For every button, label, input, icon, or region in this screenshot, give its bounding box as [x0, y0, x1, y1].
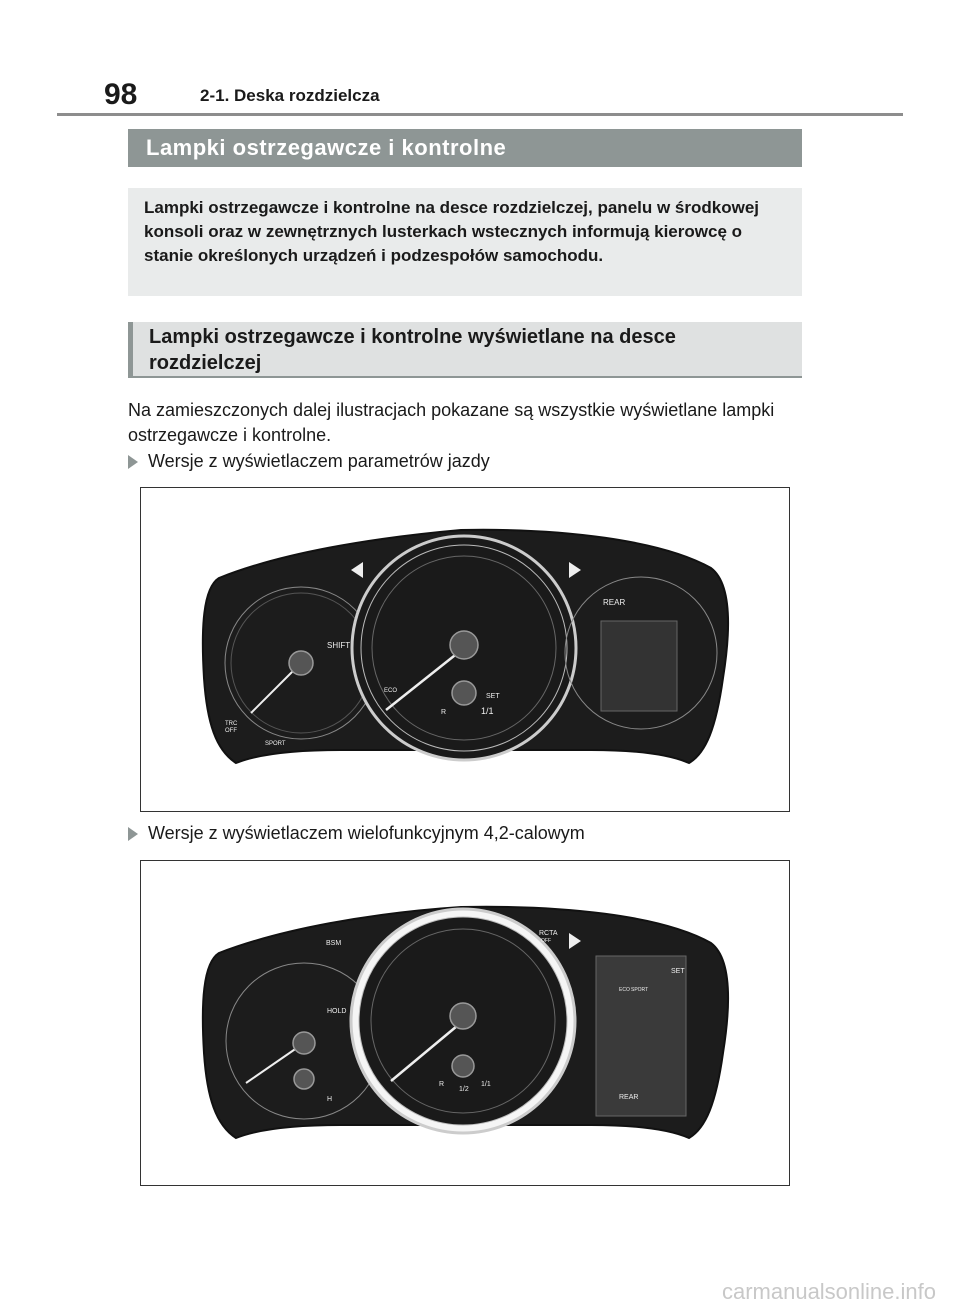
- label-eco: ECO: [619, 987, 630, 993]
- figure-dashboard-2: [140, 860, 790, 1186]
- label-bsm: BSM: [326, 940, 342, 947]
- label-rcta: RCTA: [539, 930, 558, 937]
- bullet-text: Wersje z wyświetlaczem parametrów jazdy: [148, 451, 490, 471]
- label-trc: TRC: [225, 721, 238, 727]
- figure-dashboard-1: [140, 487, 790, 812]
- section-heading: Lampki ostrzegawcze i kontrolne: [128, 129, 802, 167]
- label-r: R: [439, 1081, 445, 1088]
- dashboard-illustration-2: [141, 861, 788, 1184]
- bullet-item: [128, 823, 585, 844]
- label-eco: ECO: [384, 688, 398, 694]
- label-half: 1/2: [459, 1086, 469, 1093]
- triangle-bullet-icon: [128, 827, 138, 841]
- label-off: OFF: [541, 938, 551, 944]
- label-off: OFF: [225, 728, 237, 734]
- label-sport: SPORT: [265, 741, 286, 747]
- label-set: SET: [671, 968, 685, 975]
- label-rear: REAR: [603, 598, 626, 607]
- intro-text: Lampki ostrzegawcze i kontrolne na desce rozdzielczej, panelu w środkowej konsoli oraz w zewnętrznych lusterkach wstecznych informują kierowcę o stanie określonych urządzeń i podzespołów samochodu.: [144, 198, 760, 265]
- label-h: H: [327, 1096, 333, 1103]
- label-sport: SPORT: [631, 987, 649, 993]
- watermark: carmanualsonline.info: [721, 1279, 936, 1304]
- header-rule: [57, 113, 903, 116]
- sub-heading-text: Lampki ostrzegawcze i kontrolne wyświetlane na desce rozdzielczej: [149, 326, 676, 374]
- intro-box: [128, 188, 802, 296]
- label-hold: HOLD: [327, 1008, 347, 1015]
- dashboard-illustration-1: [141, 488, 788, 810]
- bullet-text: Wersje z wyświetlaczem wielofunkcyjnym 4,2-calowym: [148, 823, 585, 843]
- label-one: 1/1: [481, 706, 494, 716]
- label-one: 1/1: [481, 1081, 491, 1088]
- label-set: SET: [486, 693, 500, 700]
- label-r: R: [441, 709, 447, 716]
- sub-heading: [128, 322, 802, 378]
- bullet-item: [128, 451, 490, 472]
- chapter-title: 2-1. Deska rozdzielcza: [200, 86, 380, 105]
- triangle-bullet-icon: [128, 455, 138, 469]
- label-rear: REAR: [619, 1094, 639, 1101]
- body-paragraph: Na zamieszczonych dalej ilustracjach pokazane są wszystkie wyświetlane lampki ostrzegawcze i kontrolne.: [128, 400, 775, 445]
- label-shift: SHIFT: [327, 641, 351, 650]
- page-number: 98: [104, 78, 138, 111]
